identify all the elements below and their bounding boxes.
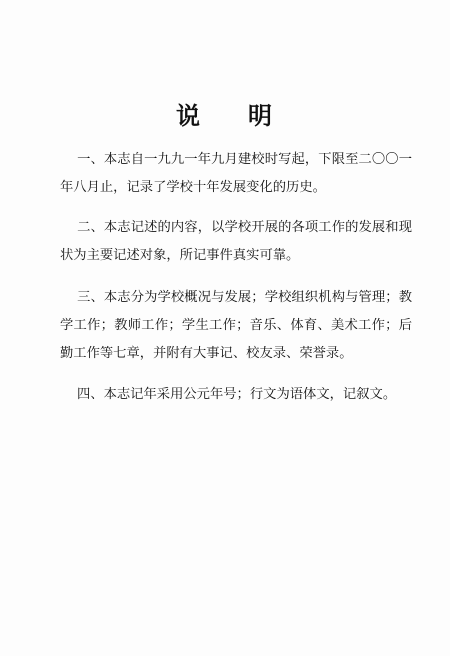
page-title xyxy=(0,96,450,131)
title-char-1: 说 xyxy=(176,102,202,130)
paragraph-1 xyxy=(60,146,412,202)
paragraph-1-text: 一、本志自一九九一年九月建校时写起，下限至二〇〇一年八月止，记录了学校十年发展变化的历史。 xyxy=(60,152,412,195)
paragraph-3-text: 三、本志分为学校概况与发展；学校组织机构与管理；教学工作；教师工作；学生工作；音乐、体育、美术工作；后勤工作等七章，并附有大事记、校友录、荣誉录。 xyxy=(60,290,412,361)
paragraph-2 xyxy=(60,214,412,270)
paragraph-2-text: 二、本志记述的内容，以学校开展的各项工作的发展和现状为主要记述对象，所记事件真实可靠。 xyxy=(60,220,412,263)
paragraph-4 xyxy=(60,381,412,409)
paragraph-4-text: 四、本志记年采用公元年号；行文为语体文，记叙文。 xyxy=(77,387,397,402)
paragraph-3 xyxy=(60,284,412,368)
title-char-2: 明 xyxy=(248,102,274,130)
